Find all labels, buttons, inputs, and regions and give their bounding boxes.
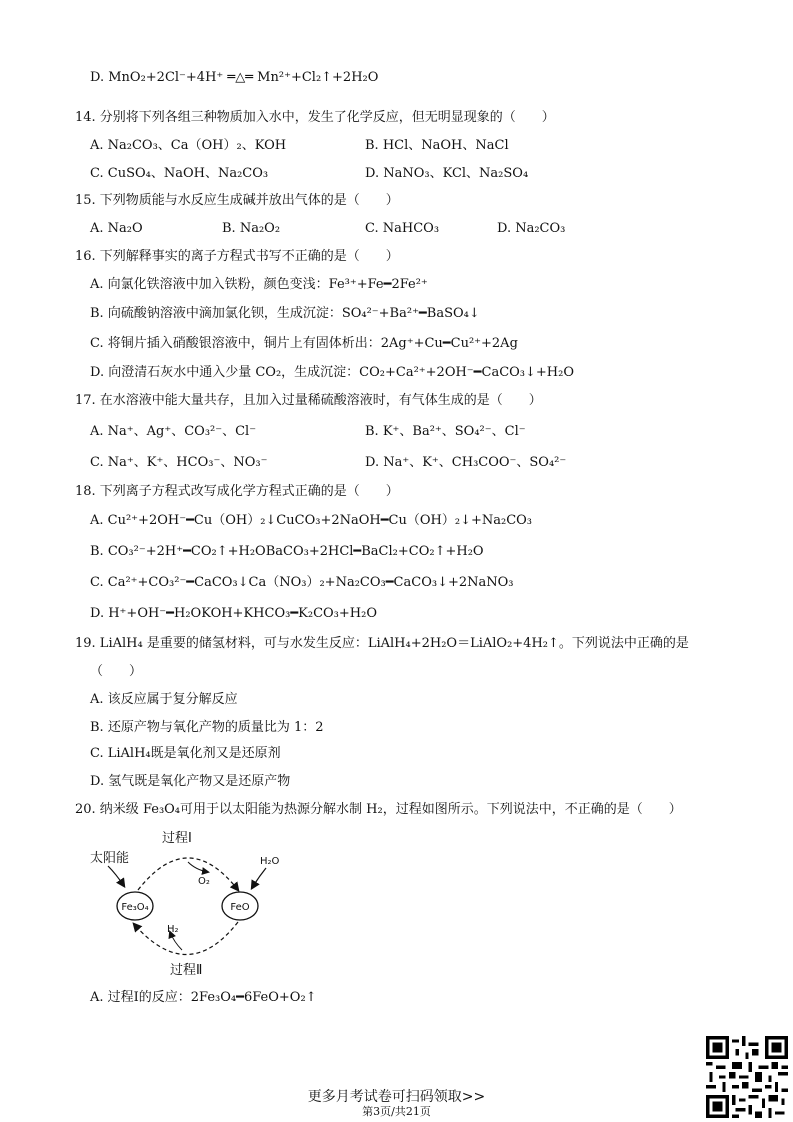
question-19: 19. LiAlH₄ 是重要的储氢材料，可与水发生反应：LiAlH₄+2H₂O＝LiAlO₂+4H₂↑。下列说法中正确的是: [75, 636, 689, 651]
q18-option-d: D. H⁺+OH⁻━H₂OKOH+KHCO₃━K₂CO₃+H₂O: [90, 606, 377, 621]
o2-label: O₂: [198, 876, 210, 887]
q16-option-d: D. 向澄清石灰水中通入少量 CO₂，生成沉淀：CO₂+Ca²⁺+2OH⁻━CaCO₃↓+H₂O: [90, 365, 575, 380]
q19-option-c: C. LiAlH₄既是氧化剂又是还原剂: [90, 746, 281, 761]
q17-option-c: C. Na⁺、K⁺、HCO₃⁻、NO₃⁻: [90, 455, 268, 470]
footer-promo-link[interactable]: 更多月考试卷可扫码领取>>: [307, 1089, 486, 1105]
h2-label: H₂: [167, 924, 179, 935]
q13-option-d: D. MnO₂+2Cl⁻+4H⁺ ═△═ Mn²⁺+Cl₂↑+2H₂O: [90, 70, 379, 85]
h2o-label: H₂O: [260, 856, 280, 867]
question-15: 15. 下列物质能与水反应生成碱并放出气体的是（ ）: [75, 193, 399, 208]
feo-label: FeO: [230, 902, 250, 913]
q15-option-b: B. Na₂O₂: [222, 221, 281, 236]
q20-option-a: A. 过程Ⅰ的反应：2Fe₃O₄━6FeO+O₂↑: [90, 990, 317, 1005]
solar-energy-label: 太阳能: [90, 851, 130, 866]
q15-option-d: D. Na₂CO₃: [497, 221, 566, 236]
question-18: 18. 下列离子方程式改写成化学方程式正确的是（ ）: [75, 484, 399, 499]
q19-option-a: A. 该反应属于复分解反应: [90, 692, 238, 707]
question-17: 17. 在水溶液中能大量共存，且加入过量稀硫酸溶液时，有气体生成的是（ ）: [75, 393, 542, 408]
q15-option-a: A. Na₂O: [90, 221, 143, 236]
q19-option-b: B. 还原产物与氧化产物的质量比为 1：2: [90, 720, 324, 735]
h2o-arrow: [252, 868, 266, 888]
question-20: 20. 纳米级 Fe₃O₄可用于以太阳能为热源分解水制 H₂，过程如图所示。下列说法中，不正确的是（ ）: [75, 802, 682, 817]
q16-option-a: A. 向氯化铁溶液中加入铁粉，颜色变浅：Fe³⁺+Fe━2Fe²⁺: [90, 277, 428, 292]
q14-option-c: C. CuSO₄、NaOH、Na₂CO₃: [90, 166, 269, 181]
q14-option-a: A. Na₂CO₃、Ca（OH）₂、KOH: [90, 138, 287, 153]
process-2-label: 过程Ⅱ: [170, 963, 203, 978]
q17-option-d: D. Na⁺、K⁺、CH₃COO⁻、SO₄²⁻: [365, 455, 567, 470]
q18-option-b: B. CO₃²⁻+2H⁺━CO₂↑+H₂OBaCO₃+2HCl━BaCl₂+CO₂↑+H₂O: [90, 544, 484, 559]
fe3o4-cycle-diagram: [88, 826, 288, 986]
q15-option-c: C. NaHCO₃: [365, 221, 440, 236]
q17-option-b: B. K⁺、Ba²⁺、SO₄²⁻、Cl⁻: [365, 424, 526, 439]
q18-option-c: C. Ca²⁺+CO₃²⁻━CaCO₃↓Ca（NO₃）₂+Na₂CO₃━CaCO₃↓+2NaNO₃: [90, 575, 514, 590]
q16-option-b: B. 向硫酸钠溶液中滴加氯化钡，生成沉淀：SO₄²⁻+Ba²⁺━BaSO₄↓: [90, 306, 480, 321]
process-2-arc: [134, 922, 238, 955]
q19-option-d: D. 氢气既是氧化产物又是还原产物: [90, 774, 291, 789]
question-14: 14. 分别将下列各组三种物质加入水中，发生了化学反应，但无明显现象的（ ）: [75, 110, 555, 125]
q18-option-a: A. Cu²⁺+2OH⁻━Cu（OH）₂↓CuCO₃+2NaOH━Cu（OH）₂↓+Na₂CO₃: [90, 513, 533, 528]
o2-release-arrow: [188, 862, 208, 872]
q14-option-b: B. HCl、NaOH、NaCl: [365, 138, 509, 153]
q19-answer-paren: （ ）: [90, 664, 143, 679]
page-number: 第3页/共21页: [362, 1105, 431, 1118]
question-16: 16. 下列解释事实的离子方程式书写不正确的是（ ）: [75, 249, 399, 264]
q17-option-a: A. Na⁺、Ag⁺、CO₃²⁻、Cl⁻: [90, 424, 257, 439]
q14-option-d: D. NaNO₃、KCl、Na₂SO₄: [365, 166, 529, 181]
fe3o4-label: Fe₃O₄: [121, 902, 149, 913]
sun-arrow: [108, 866, 124, 886]
process-1-arc: [138, 858, 238, 890]
process-1-label: 过程Ⅰ: [162, 831, 192, 846]
q16-option-c: C. 将铜片插入硝酸银溶液中，铜片上有固体析出：2Ag⁺+Cu━Cu²⁺+2Ag: [90, 336, 518, 351]
